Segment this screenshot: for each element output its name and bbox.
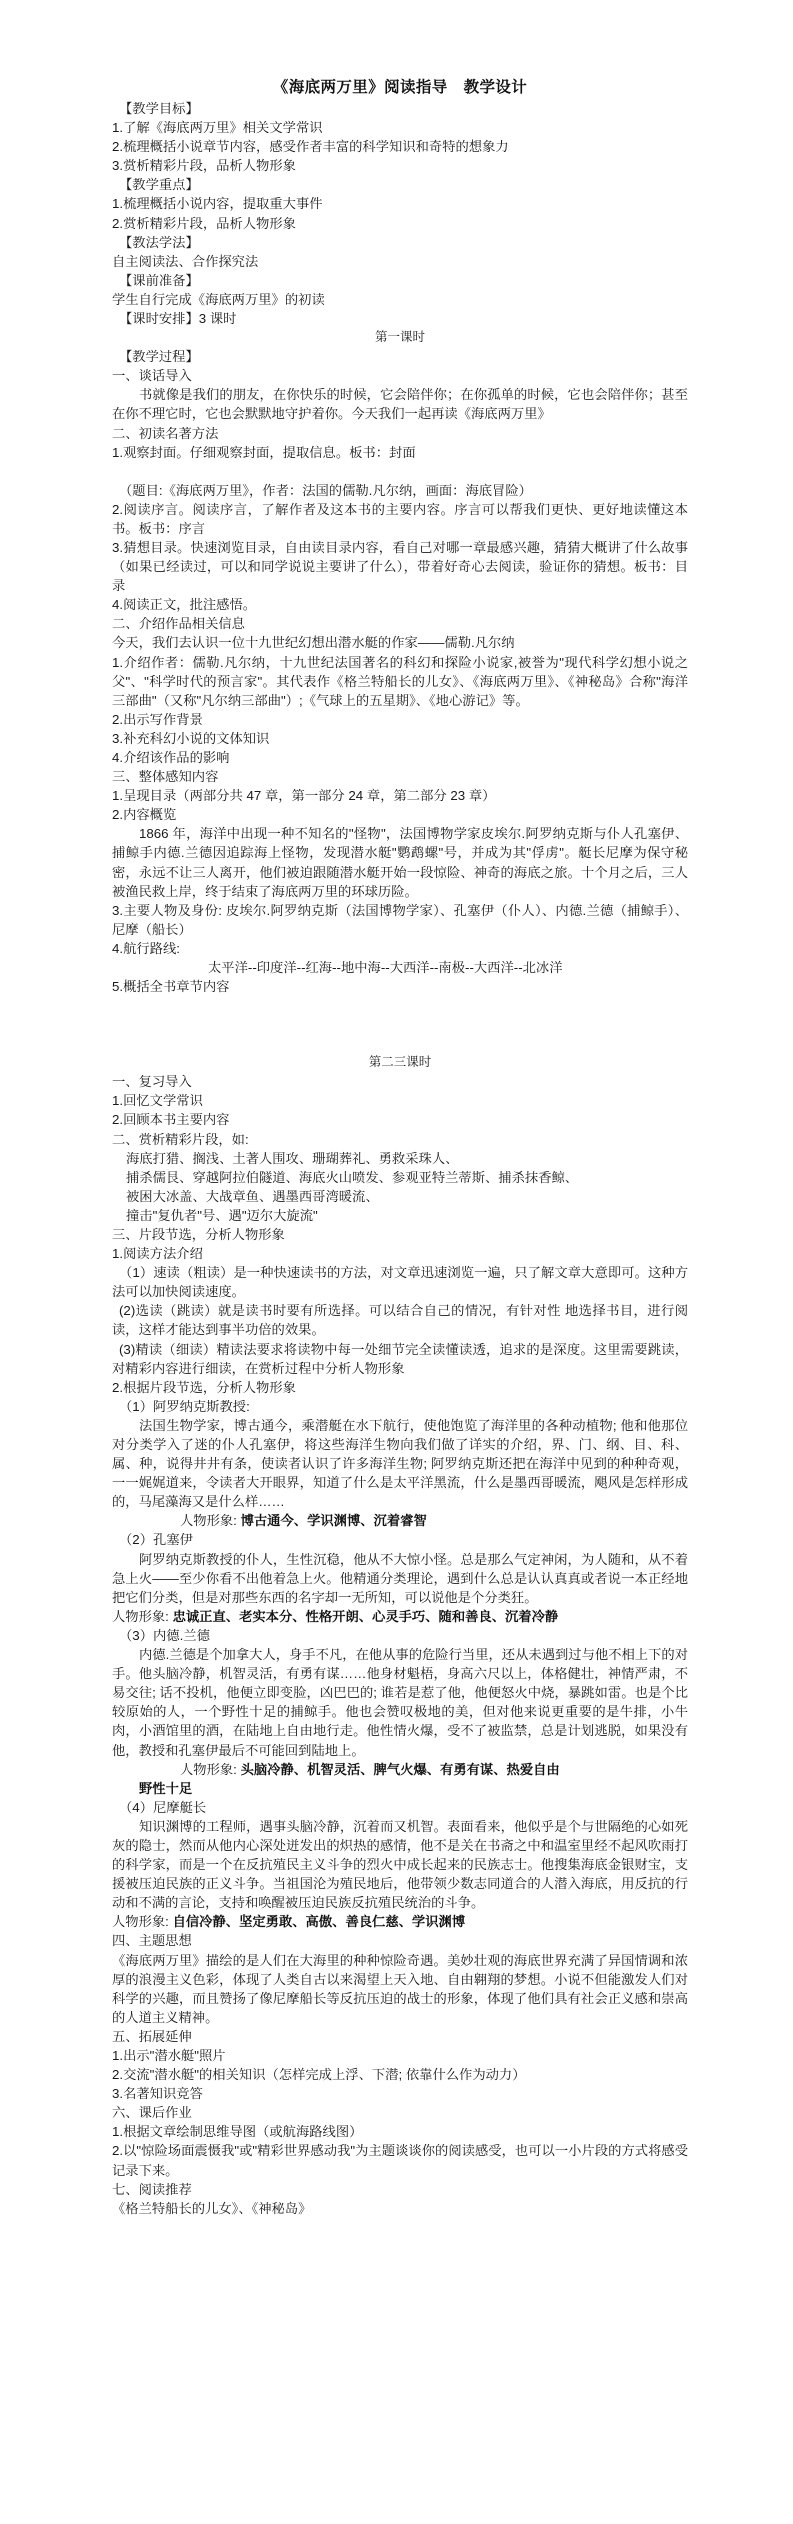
reading-method-3: (3)精读（细读）精读法要求将读物中每一处细节完全读懂读透，追求的是深度。这里需要跳读，对精彩内容进行细读，在赏析过程中分析人物形象 bbox=[112, 1341, 688, 1376]
lesson1-section2-item2: 2.阅读序言。阅读序言，了解作者及这本书的主要内容。序言可以帮我们更快、更好地读懂这本书。板书：序言 bbox=[112, 501, 688, 536]
lesson23-section1-item1: 1.回忆文学常识 bbox=[112, 1093, 203, 1109]
character-3-label: （3）内德.兰德 bbox=[119, 1627, 210, 1643]
keypoint-item: 1.梳理概括小说内容，提取重大事件 bbox=[112, 196, 323, 212]
traits-value: 忠诚正直、老实本分、性格开朗、心灵手巧、随和善良、沉着冷静 bbox=[172, 1608, 559, 1624]
traits-label: 人物形象: bbox=[180, 1513, 237, 1529]
preparation-text: 学生自行完成《海底两万里》的初读 bbox=[112, 291, 325, 307]
character-2-label: （2）孔塞伊 bbox=[119, 1532, 193, 1548]
character-2-text: 阿罗纳克斯教授的仆人，生性沉稳，他从不大惊小怪。总是那么气定神闲，为人随和，从不着急上火——至少你看不出他着急上火。他精通分类理论，遇到什么总是认认真真或者说一本正经地把它们分类，但是对那些东西的名字却一无所知，可以说他是个分类狂。 bbox=[112, 1551, 688, 1605]
traits-label: 人物形象: bbox=[112, 1608, 169, 1624]
lesson1-route-text: 太平洋--印度洋--红海--地中海--大西洋--南极--大西洋--北冰洋 bbox=[208, 960, 563, 976]
lesson1-section2-item3: 3.猜想目录。快速浏览目录，自由读目录内容，看自己对哪一章最感兴趣，猜猜大概讲了什么故事（如果已经读过，可以和同学说说主要讲了什么），带着好奇心去阅读，验证你的猜想。板书：目录 bbox=[112, 539, 688, 594]
homework-item: 2.以"惊险场面震慑我"或"精彩世界感动我"为主题谈谈你的阅读感受，也可以一小片段的方式将感受记录下来。 bbox=[112, 2143, 688, 2178]
theme-text: 《海底两万里》描绘的是人们在大海里的种种惊险奇遇。美妙壮观的海底世界充满了异国情调和浓厚的浪漫主义色彩，体现了人类自古以来渴望上天入地、自由翱翔的梦想。小说不但能激发人们对科学的兴趣，而且赞扬了像尼摩船长等反抗压迫的战士的形象，体现了他们具有社会正义感和崇高的人道主义精神。 bbox=[112, 1952, 688, 2025]
excerpt-line: 被困大冰盖、大战章鱼、遇墨西哥湾暖流、 bbox=[126, 1188, 379, 1204]
methods-text: 自主阅读法、合作探究法 bbox=[112, 253, 259, 269]
recommendation-text: 《格兰特船长的儿女》、《神秘岛》 bbox=[112, 2200, 312, 2216]
lesson1-author-intro: 1.介绍作者：儒勒.凡尔纳，十九世纪法国著名的科幻和探险小说家,被誉为"现代科学幻想小说之父"、"科学时代的预言家"。其代表作《格兰特船长的儿女》、《海底两万里》、《神秘岛》合称"海洋三部曲"（又称"凡尔纳三部曲"）;《气球上的五星期》、《地心游记》等。 bbox=[112, 654, 688, 708]
lesson23-section1-item2: 2.回顾本书主要内容 bbox=[112, 1112, 230, 1128]
objective-item: 3.赏析精彩片段，品析人物形象 bbox=[112, 158, 296, 174]
lesson1-section2-item4: 4.阅读正文，批注感悟。 bbox=[112, 597, 257, 613]
lesson-one-header: 第一课时 bbox=[374, 330, 425, 345]
character-2-traits-row bbox=[112, 1607, 688, 1626]
character-3-traits-value-2: 野性十足 bbox=[139, 1780, 193, 1796]
lesson1-toc-item: 1.呈现目录（两部分共 47 章，第一部分 24 章，第二部分 23 章） bbox=[112, 788, 496, 804]
page-title: 《海底两万里》阅读指导 教学设计 bbox=[272, 77, 528, 96]
lesson23-section3-heading: 三、片段节选，分析人物形象 bbox=[112, 1226, 285, 1242]
traits-value: 头脑冷静、机智灵活、脾气火爆、有勇有谋、热爱自由 bbox=[240, 1761, 560, 1777]
preparation-heading: 【课前准备】 bbox=[119, 272, 199, 288]
keypoints-heading: 【教学重点】 bbox=[119, 177, 199, 193]
lesson1-section2-item1: 1.观察封面。仔细观察封面，提取信息。板书：封面 bbox=[112, 444, 416, 460]
objective-item: 2.梳理概括小说章节内容，感受作者丰富的科学知识和奇特的想象力 bbox=[112, 139, 509, 155]
traits-label: 人物形象: bbox=[112, 1914, 169, 1930]
lesson1-section3-item2: 2.出示写作背景 bbox=[112, 711, 203, 727]
traits-label: 人物形象: bbox=[180, 1761, 237, 1777]
homework-heading: 六、课后作业 bbox=[112, 2105, 192, 2121]
extension-item: 3.名著知识竞答 bbox=[112, 2086, 203, 2102]
traits-value: 博古通今、学识渊博、沉着睿智 bbox=[240, 1513, 427, 1529]
character-1-text: 法国生物学家，博古通今，乘潜艇在水下航行，使他饱览了海洋里的各种动植物; 他和他那位对分类学入了迷的仆人孔塞伊，将这些海洋生物向我们做了详实的介绍，界、门、纲、目、科、属、种，说得井井有条，使读者认识了许多海洋生物; 阿罗纳克斯还把在海洋中见到的种种奇观，一一娓娓道来，令读者大开眼界，知道了什么是太平洋黑流，什么是墨西哥暖流，飓风是怎样形成的，马尾藻海又是什么样…… bbox=[112, 1417, 688, 1510]
lesson1-cover-note: （题目:《海底两万里》，作者：法国的儒勒.凡尔纳，画面：海底冒险） bbox=[119, 482, 532, 498]
lesson-two-three-header: 第二三课时 bbox=[368, 1055, 432, 1070]
lesson23-section2-heading: 二、赏析精彩片段，如: bbox=[112, 1131, 249, 1147]
keypoint-item: 2.赏析精彩片段，品析人物形象 bbox=[112, 215, 296, 231]
lesson1-section1-heading: 一、谈话导入 bbox=[112, 368, 192, 384]
reading-method-1: （1）速读（粗读）是一种快速读书的方法，对文章迅速浏览一遍，只了解文章大意即可。这种方法可以加快阅读速度。 bbox=[112, 1265, 688, 1300]
theme-heading: 四、主题思想 bbox=[112, 1933, 192, 1949]
traits-value: 自信冷静、坚定勇敢、高傲、善良仁慈、学识渊博 bbox=[172, 1914, 466, 1930]
lesson1-section3-item4: 4.介绍该作品的影响 bbox=[112, 750, 230, 765]
character-analysis-item: 2.根据片段节选，分析人物形象 bbox=[112, 1379, 296, 1395]
blank-line bbox=[112, 462, 688, 481]
lesson1-plot-summary: 1866 年，海洋中出现一种不知名的"怪物"，法国博物学家皮埃尔.阿罗纳克斯与仆人孔塞伊、捕鲸手内德.兰德因追踪海上怪物，发现潜水艇"鹦鹉螺"号，并成为其"俘虏"。艇长尼摩为保守秘密，永远不让三人离开，他们被迫跟随潜水艇开始一段惊险、神奇的海底之旅。十个月之后，三人被渔民救上岸，终于结束了海底两万里的环球历险。 bbox=[112, 826, 688, 899]
character-3-text: 内德.兰德是个加拿大人，身手不凡，在他从事的危险行当里，还从未遇到过与他不相上下的对手。他头脑冷静，机智灵活，有勇有谋……他身材魁梧，身高六尺以上，体格健壮，神情严肃，不易交往; 话不投机，他便立即变脸，凶巴巴的; 谁若是惹了他，他便怒火中烧，暴跳如雷。也是个比较原始的人，一个野性十足的捕鲸手。他也会赞叹极地的美，但对他来说更重要的是牛排，小牛肉，小酒馆里的酒，在陆地上自由地行走。他性情火爆，受不了被监禁，总是计划逃脱，如果没有他，教授和孔塞伊最后不可能回到陆地上。 bbox=[112, 1647, 688, 1758]
extension-item: 1.出示"潜水艇"照片 bbox=[112, 2048, 226, 2063]
document-body bbox=[112, 76, 688, 2218]
excerpt-line: 捕杀儒艮、穿越阿拉伯隧道、海底火山喷发、参观亚特兰蒂斯、捕杀抹香鲸、 bbox=[126, 1169, 579, 1185]
excerpt-line: 撞击"复仇者"号、遇"迈尔大旋流" bbox=[126, 1207, 318, 1223]
extension-heading: 五、拓展延伸 bbox=[112, 2028, 192, 2044]
lesson1-characters-item: 3.主要人物及身份: 皮埃尔.阿罗纳克斯（法国博物学家）、孔塞伊（仆人）、内德.兰德（捕鲸手）、尼摩（船长） bbox=[112, 902, 688, 937]
excerpt-line: 海底打猎、搁浅、土著人围攻、珊瑚葬礼、勇救采珠人、 bbox=[126, 1150, 459, 1166]
reading-method-2: (2)选读（跳读）就是读书时要有所选择。可以结合自己的情况，有针对性 地选择书目，进行阅读，这样才能达到事半功倍的效果。 bbox=[112, 1303, 688, 1338]
extension-item: 2.交流"潜水艇"的相关知识（怎样完成上浮、下潜; 依靠什么作为动力） bbox=[112, 2067, 526, 2083]
character-1-label: （1）阿罗纳克斯教授: bbox=[119, 1398, 250, 1414]
character-4-text: 知识渊博的工程师，遇事头脑冷静，沉着而又机智。表面看来，他似乎是个与世隔绝的心如死灰的隐士，然而从他内心深处迸发出的炽热的感情，他不是关在书斋之中和温室里经不起风吹雨打的科学家，而是一个在反抗殖民主义斗争的烈火中成长起来的民族志士。他搜集海底金银财宝，支援被压迫民族的正义斗争。当祖国沦为殖民地后，他带领少数志同道合的人潜入海底，用反抗的行动和不满的言论，支持和唤醒被压迫民族反抗殖民统治的斗争。 bbox=[112, 1818, 688, 1911]
lesson1-section3-lead: 今天，我们去认识一位十九世纪幻想出潜水艇的作家——儒勒.凡尔纳 bbox=[112, 635, 515, 651]
character-4-label: （4）尼摩艇长 bbox=[119, 1799, 207, 1815]
reading-methods-item: 1.阅读方法介绍 bbox=[112, 1246, 203, 1262]
lesson1-section4-item5: 5.概括全书章节内容 bbox=[112, 979, 230, 995]
lesson1-section4-heading: 三、整体感知内容 bbox=[112, 769, 219, 785]
schedule-text: 【课时安排】3 课时 bbox=[119, 311, 237, 327]
recommendation-heading: 七、阅读推荐 bbox=[112, 2181, 192, 2197]
lesson1-section3-item3: 3.补充科幻小说的文体知识 bbox=[112, 730, 270, 746]
blank-gap bbox=[112, 996, 688, 1053]
character-1-traits-row bbox=[112, 1511, 688, 1530]
character-4-traits-row bbox=[112, 1912, 688, 1931]
objectives-heading: 【教学目标】 bbox=[119, 101, 199, 116]
character-3-traits-row bbox=[112, 1760, 688, 1779]
process-heading: 【教学过程】 bbox=[119, 349, 199, 365]
homework-item: 1.根据文章绘制思维导图（或航海路线图） bbox=[112, 2124, 363, 2140]
lesson1-section3-heading: 二、介绍作品相关信息 bbox=[112, 616, 245, 632]
lesson1-route-item: 4.航行路线: bbox=[112, 940, 180, 956]
lesson23-section1-heading: 一、复习导入 bbox=[112, 1074, 192, 1090]
objective-item: 1.了解《海底两万里》相关文学常识 bbox=[112, 120, 323, 136]
lesson1-section1-paragraph: 书就像是我们的朋友，在你快乐的时候，它会陪伴你；在你孤单的时候，它也会陪伴你；甚至在你不理它时，它也会默默地守护着你。今天我们一起再读《海底两万里》 bbox=[112, 387, 688, 422]
methods-heading: 【教法学法】 bbox=[119, 234, 199, 250]
lesson1-overview-item: 2.内容概览 bbox=[112, 807, 177, 823]
lesson1-section2-heading: 二、初读名著方法 bbox=[112, 425, 219, 441]
